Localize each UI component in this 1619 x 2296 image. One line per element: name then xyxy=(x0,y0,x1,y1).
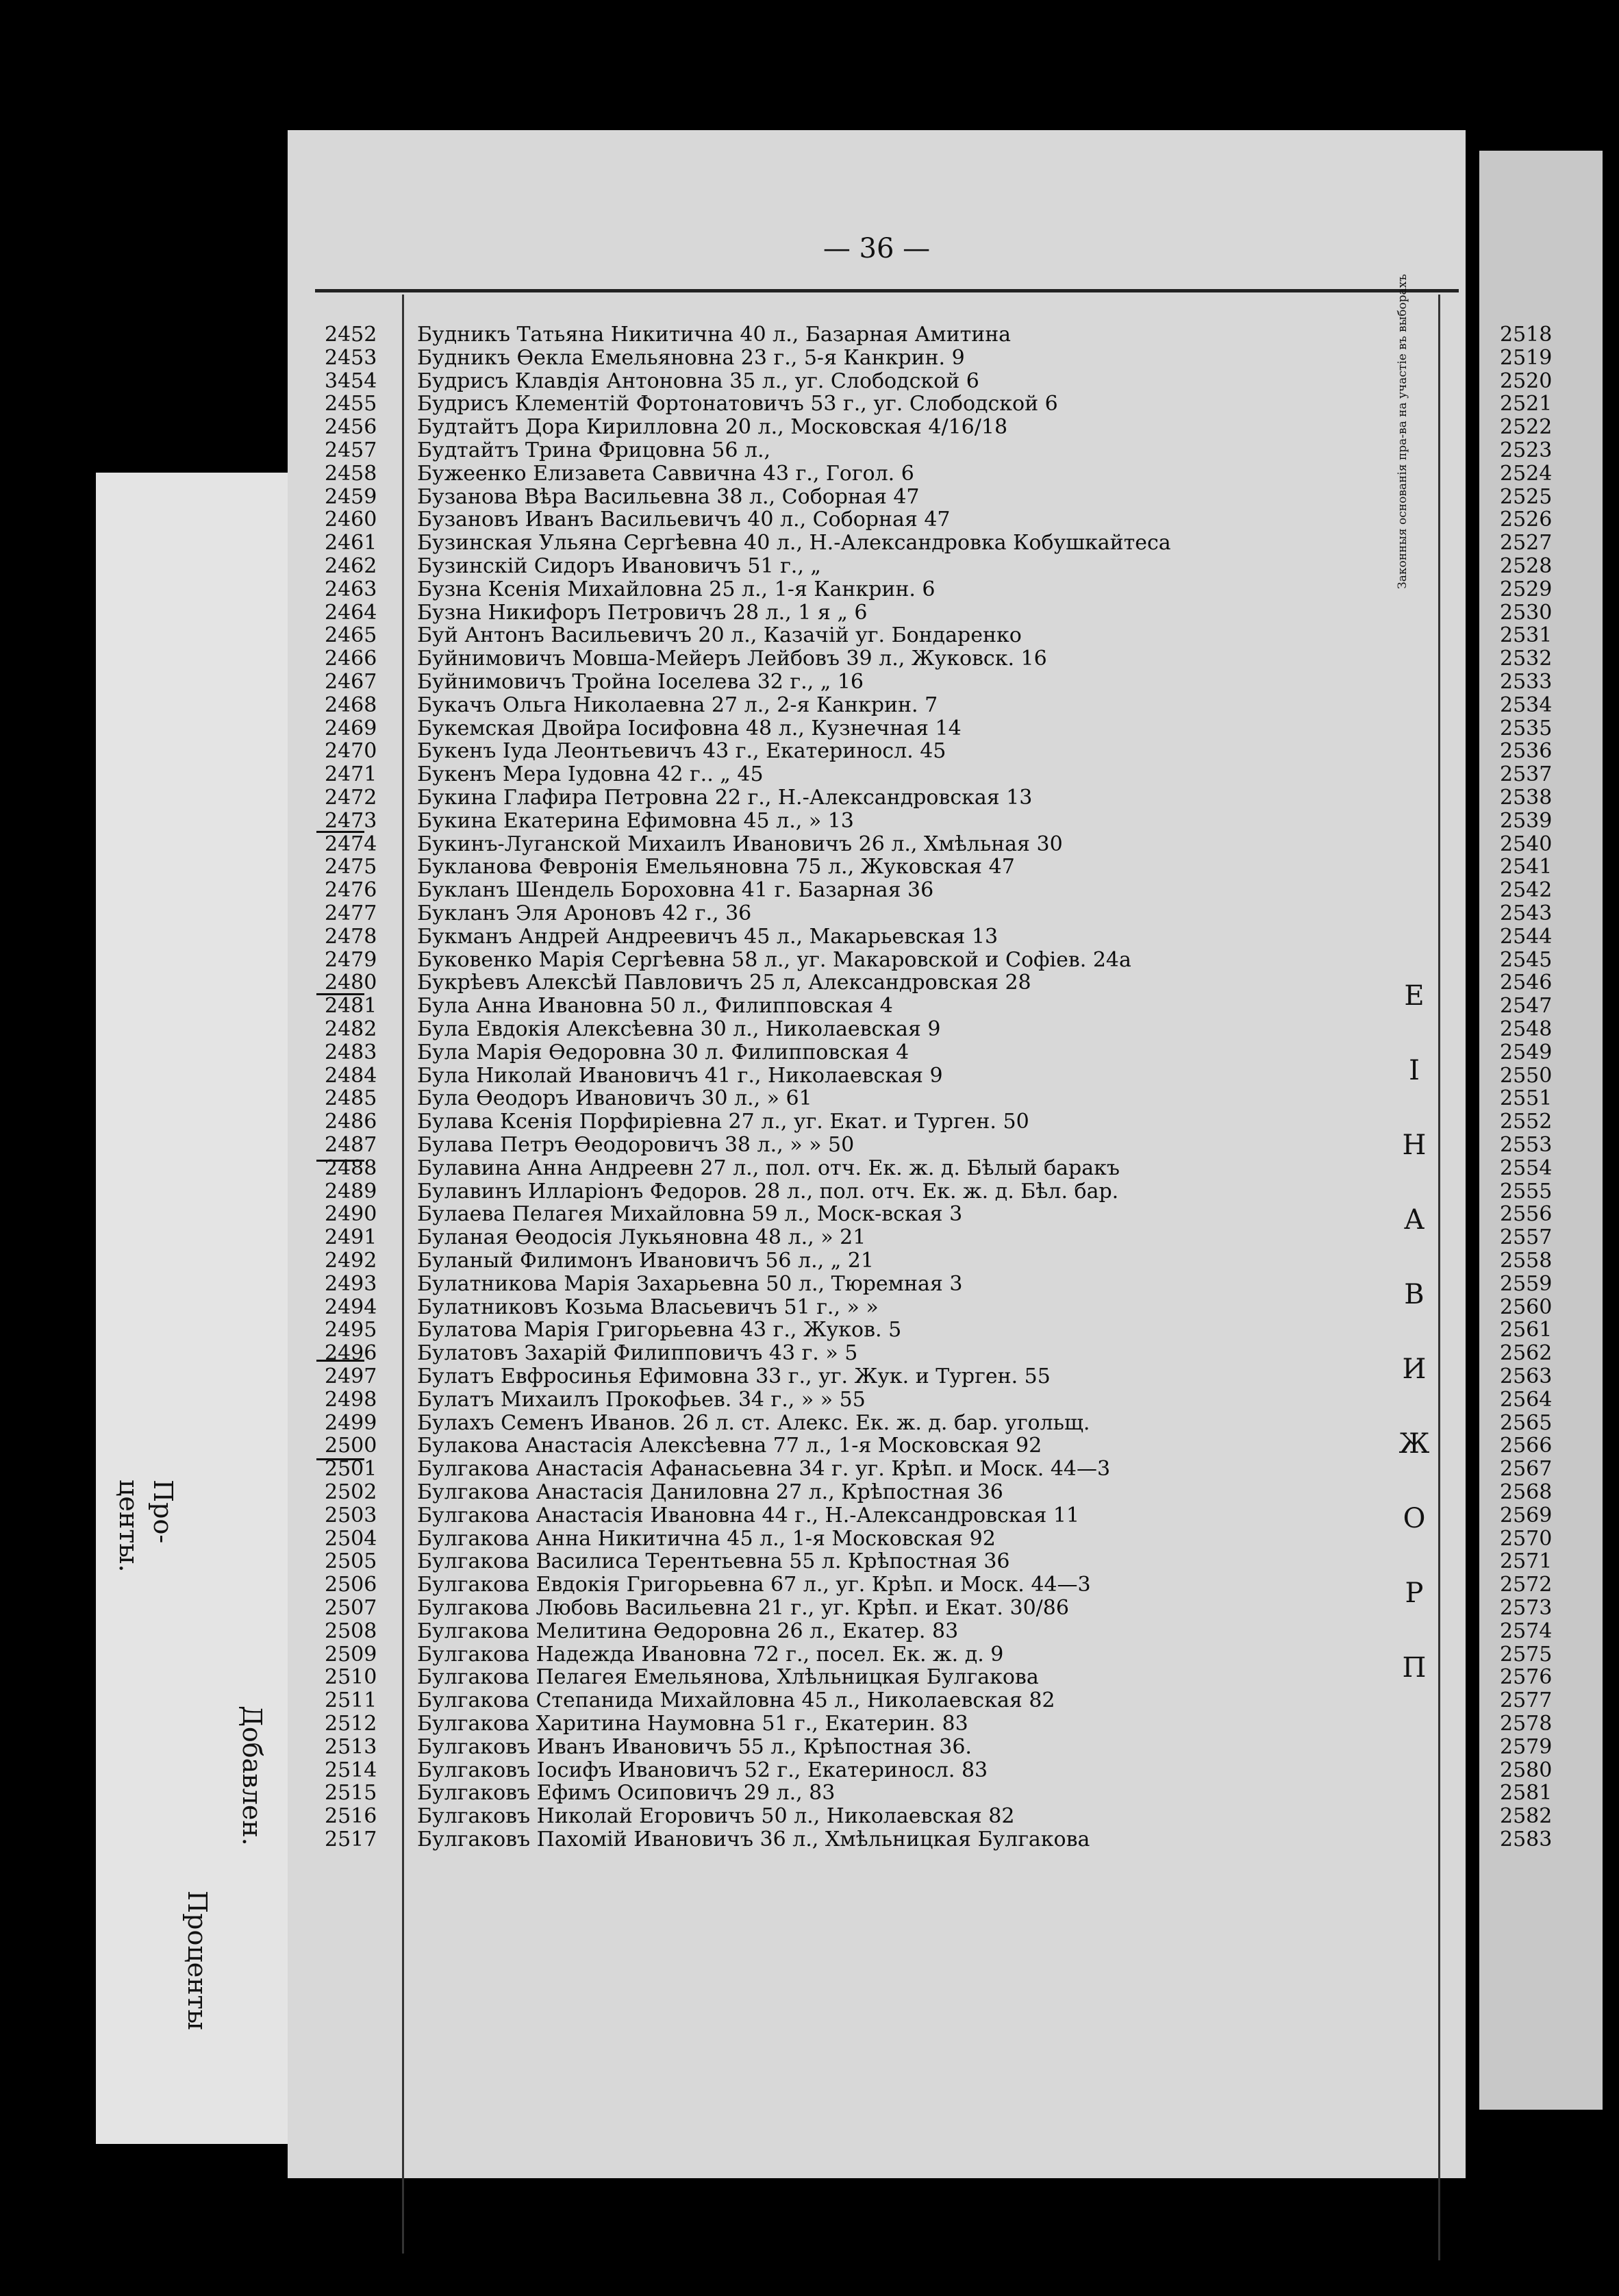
entry-number: 2492 xyxy=(325,1249,377,1273)
entry-text: Булатъ Евфросинья Ефимовна 33 г., уг. Жук. и Турген. 55 xyxy=(417,1364,1051,1388)
entry-number: 2513 xyxy=(325,1734,377,1759)
fragment-text: центы. xyxy=(114,1480,144,1573)
entry-text: Булатъ Михаилъ Прокофьев. 34 г., » » 55 xyxy=(417,1387,866,1412)
next-page-number: 2565 xyxy=(1500,1410,1553,1435)
next-page-number: 2583 xyxy=(1500,1827,1553,1851)
entry-number: 2468 xyxy=(325,692,377,717)
entry-row xyxy=(325,438,771,462)
next-page-number: 2564 xyxy=(1500,1387,1553,1412)
next-page-number: 2525 xyxy=(1500,484,1553,509)
entry-row xyxy=(325,670,864,694)
entry-text: Булгакова Анастасія Афанасьевна 34 г. уг. Крѣп. и Моск. 44—3 xyxy=(417,1457,1111,1482)
entry-text: Булгакова Анастасія Ивановна 44 г., Н.-Александровская 11 xyxy=(417,1503,1080,1527)
entry-text: Бузна Ксенія Михайловна 25 л., 1-я Канкрин. 6 xyxy=(417,577,936,601)
entry-row xyxy=(325,461,914,486)
entry-number: 2479 xyxy=(325,947,377,972)
entry-row xyxy=(325,554,821,578)
side-word-letter: А xyxy=(1403,1204,1425,1236)
entry-text: Булгакова Василиса Терентьевна 55 л. Крѣпостная 36 xyxy=(417,1549,1010,1574)
next-page-number: 2543 xyxy=(1500,901,1553,925)
next-page-number: 2566 xyxy=(1500,1434,1553,1458)
entry-row xyxy=(325,1179,1119,1203)
entry-text: Букенъ Іуда Леонтьевичъ 43 г., Екатериносл. 45 xyxy=(417,739,946,764)
next-page-number: 2533 xyxy=(1500,670,1553,694)
entry-row xyxy=(325,345,965,370)
entry-number: 2515 xyxy=(325,1781,377,1806)
entry-number: 2477 xyxy=(325,901,377,925)
entry-number: 2464 xyxy=(325,600,377,625)
entry-number: 2467 xyxy=(325,670,377,694)
next-page-number: 2520 xyxy=(1500,369,1553,393)
entry-row xyxy=(325,1480,1003,1504)
entry-number: 2482 xyxy=(325,1017,377,1041)
entry-number: 2517 xyxy=(325,1827,377,1851)
next-page-number: 2570 xyxy=(1500,1526,1553,1551)
entry-number: 2510 xyxy=(325,1665,377,1690)
entry-text: Буланая Өеодосія Лукьяновна 48 л., » 21 xyxy=(417,1225,866,1250)
entry-text: Булгакова Степанида Михайловна 45 л., Николаевская 82 xyxy=(417,1688,1055,1713)
entry-row xyxy=(325,577,936,601)
entry-text: Булатовъ Захарій Филипповичъ 43 г. » 5 xyxy=(417,1341,858,1366)
side-word-letter: Р xyxy=(1405,1577,1424,1609)
entry-row xyxy=(325,947,1131,972)
next-page-number: 2542 xyxy=(1500,878,1553,903)
entry-number: 2470 xyxy=(325,739,377,764)
entry-row xyxy=(325,508,951,532)
entry-number: 2466 xyxy=(325,647,377,671)
entry-number: 2504 xyxy=(325,1526,377,1551)
entry-text: Була Өеодоръ Ивановичъ 30 л., » 61 xyxy=(417,1086,812,1111)
next-page-number: 2519 xyxy=(1500,345,1553,370)
entry-text: Будникъ Татьяна Никитична 40 л., Базарная Амитина xyxy=(417,323,1012,347)
register-page xyxy=(288,130,1466,2178)
entry-row xyxy=(325,1734,972,1759)
fragment-text: Проценты xyxy=(182,1891,212,2030)
next-page-number: 2537 xyxy=(1500,762,1553,787)
entry-text: Букинъ-Луганской Михаилъ Ивановичъ 26 л., Хмѣльная 30 xyxy=(417,832,1063,856)
next-page-number: 2540 xyxy=(1500,832,1553,856)
entry-row xyxy=(325,1202,963,1227)
side-word-letter: В xyxy=(1404,1279,1425,1310)
entry-text: Булавинъ Илларіонъ Федоров. 28 л., пол. отч. Ек. ж. д. Бѣл. бар. xyxy=(417,1179,1119,1203)
entry-row xyxy=(325,1249,874,1273)
entry-number: 2484 xyxy=(325,1063,377,1088)
entry-row xyxy=(325,1133,855,1157)
entry-row xyxy=(325,1712,968,1736)
entry-row xyxy=(325,901,752,925)
entry-number: 2481 xyxy=(325,994,377,1019)
entry-text: Буланый Филимонъ Ивановичъ 56 л., „ 21 xyxy=(417,1249,874,1273)
entry-row xyxy=(325,1017,941,1041)
entry-text: Булгакова Пелагея Емельянова, Хлѣльницкая Булгакова xyxy=(417,1665,1039,1690)
side-word-letter: І xyxy=(1409,1055,1420,1086)
entry-row xyxy=(325,971,1031,995)
entry-row xyxy=(325,832,1063,856)
entry-number: 2494 xyxy=(325,1295,377,1319)
handwritten-mark xyxy=(316,1458,364,1460)
entry-text: Булавина Анна Андреевн 27 л., пол. отч. Ек. ж. д. Бѣлый баракъ xyxy=(417,1156,1120,1180)
entry-number: 2509 xyxy=(325,1642,377,1667)
entry-row xyxy=(325,1526,996,1551)
entry-row xyxy=(325,1804,1015,1829)
entry-text: Буковенко Марія Сергѣевна 58 л., уг. Макаровской и Софіев. 24а xyxy=(417,947,1131,972)
next-page-number: 2521 xyxy=(1500,392,1553,416)
entry-text: Булгакова Евдокія Григорьевна 67 л., уг. Крѣп. и Моск. 44—3 xyxy=(417,1573,1091,1597)
entry-text: Булава Петръ Өеодоровичъ 38 л., » » 50 xyxy=(417,1133,855,1157)
next-page-number: 2530 xyxy=(1500,600,1553,625)
fragment-text: Добавлен. xyxy=(237,1706,267,1846)
entry-text: Букенъ Мера Іудовна 42 г.. „ 45 xyxy=(417,762,764,787)
entry-number: 2458 xyxy=(325,461,377,486)
entry-number: 2452 xyxy=(325,323,377,347)
next-page-number: 2560 xyxy=(1500,1295,1553,1319)
entry-text: Букланова Февронія Емельяновна 75 л., Жуковская 47 xyxy=(417,855,1015,879)
entry-number: 2503 xyxy=(325,1503,377,1527)
entry-row xyxy=(325,1688,1055,1713)
next-page-number: 2582 xyxy=(1500,1804,1553,1829)
entry-number: 2514 xyxy=(325,1758,377,1782)
entry-text: Бузанова Вѣра Васильевна 38 л., Соборная 47 xyxy=(417,484,920,509)
entry-row xyxy=(325,1040,909,1064)
entry-number: 2493 xyxy=(325,1271,377,1296)
entry-number: 2512 xyxy=(325,1712,377,1736)
entry-number: 2462 xyxy=(325,554,377,578)
entry-row xyxy=(325,1619,959,1643)
entry-text: Букланъ Эля Ароновъ 42 г., 36 xyxy=(417,901,752,925)
entry-number: 2516 xyxy=(325,1804,377,1829)
residence-column-header xyxy=(1397,959,1431,1706)
entry-row xyxy=(325,1086,812,1111)
entry-text: Будтайтъ Трина Фрицовна 56 л., xyxy=(417,438,771,462)
next-page-number: 2539 xyxy=(1500,808,1553,833)
next-page-number: 2526 xyxy=(1500,508,1553,532)
entry-text: Була Анна Ивановна 50 л., Филипповская 4 xyxy=(417,994,893,1019)
entry-text: Бузановъ Иванъ Васильевичъ 40 л., Соборная 47 xyxy=(417,508,951,532)
entry-number: 2457 xyxy=(325,438,377,462)
entry-text: Булгаковъ Иванъ Ивановичъ 55 л., Крѣпостная 36. xyxy=(417,1734,972,1759)
entry-row xyxy=(325,1596,1069,1620)
entry-number: 2456 xyxy=(325,415,377,440)
right-rule xyxy=(1438,295,1440,2260)
entry-text: Булгаковъ Николай Егоровичъ 50 л., Николаевская 82 xyxy=(417,1804,1015,1829)
entry-row xyxy=(325,1063,943,1088)
entry-number: 2485 xyxy=(325,1086,377,1111)
handwritten-mark xyxy=(316,831,364,833)
entry-text: Букманъ Андрей Андреевичъ 45 л., Макарьевская 13 xyxy=(417,924,999,949)
entry-text: Булакова Анастасія Алексѣевна 77 л., 1-я Московская 92 xyxy=(417,1434,1042,1458)
next-page-number: 2550 xyxy=(1500,1063,1553,1088)
entry-text: Буй Антонъ Васильевичъ 20 л., Казачій уг. Бондаренко xyxy=(417,623,1022,648)
entry-row xyxy=(325,762,764,787)
entry-row xyxy=(325,808,854,833)
next-page-number: 2556 xyxy=(1500,1202,1553,1227)
entry-row xyxy=(325,994,893,1019)
entry-row xyxy=(325,786,1033,810)
next-page-number: 2574 xyxy=(1500,1619,1553,1643)
next-page-number: 2577 xyxy=(1500,1688,1553,1713)
next-page-number: 2572 xyxy=(1500,1573,1553,1597)
entry-text: Булава Ксенія Порфиріевна 27 л., уг. Екат. и Турген. 50 xyxy=(417,1110,1029,1134)
entry-number: 2463 xyxy=(325,577,377,601)
side-word-letter: Е xyxy=(1404,980,1425,1012)
entry-number: 2483 xyxy=(325,1040,377,1064)
next-page-number: 2532 xyxy=(1500,647,1553,671)
entry-number: 2465 xyxy=(325,623,377,648)
entry-row xyxy=(325,1827,1090,1851)
entry-row xyxy=(325,878,934,903)
next-page-number: 2562 xyxy=(1500,1341,1553,1366)
next-page-number: 2518 xyxy=(1500,323,1553,347)
entry-text: Бузна Никифоръ Петровичъ 28 л., 1 я „ 6 xyxy=(417,600,868,625)
entry-text: Будникъ Өекла Емельяновна 23 г., 5-я Канкрин. 9 xyxy=(417,345,965,370)
entry-text: Букина Екатерина Ефимовна 45 л., » 13 xyxy=(417,808,854,833)
entry-row xyxy=(325,323,1012,347)
entry-row xyxy=(325,531,1171,556)
entry-row xyxy=(325,1573,1091,1597)
next-page-number: 2578 xyxy=(1500,1712,1553,1736)
entry-number: 2511 xyxy=(325,1688,377,1713)
entry-row xyxy=(325,1318,902,1343)
next-page-number: 2576 xyxy=(1500,1665,1553,1690)
entry-number: 2471 xyxy=(325,762,377,787)
page-number: — 36 — xyxy=(823,233,931,264)
entry-text: Булгакова Мелитина Өедоровна 26 л., Екатер. 83 xyxy=(417,1619,959,1643)
entry-row xyxy=(325,600,868,625)
next-page-number: 2567 xyxy=(1500,1457,1553,1482)
entry-text: Бужеенко Елизавета Саввична 43 г., Гогол. 6 xyxy=(417,461,914,486)
entry-number: 2473 xyxy=(325,808,377,833)
entry-text: Букина Глафира Петровна 22 г., Н.-Александровская 13 xyxy=(417,786,1033,810)
entry-text: Будрисъ Клементій Фортонатовичъ 53 г., уг. Слободской 6 xyxy=(417,392,1058,416)
entry-row xyxy=(325,647,1047,671)
entry-row xyxy=(325,924,999,949)
next-page-number: 2575 xyxy=(1500,1642,1553,1667)
entry-text: Букемская Двойра Іосифовна 48 л., Кузнечная 14 xyxy=(417,716,962,740)
next-page-number: 2553 xyxy=(1500,1133,1553,1157)
next-page-number: 2541 xyxy=(1500,855,1553,879)
entry-number: 2489 xyxy=(325,1179,377,1203)
entry-number: 2461 xyxy=(325,531,377,556)
side-word-letter: И xyxy=(1402,1353,1427,1385)
entry-text: Булатова Марія Григорьевна 43 г., Жуков. 5 xyxy=(417,1318,902,1343)
entry-number: 2491 xyxy=(325,1225,377,1250)
next-page-number: 2527 xyxy=(1500,531,1553,556)
entry-row xyxy=(325,1364,1051,1388)
next-page-number: 2569 xyxy=(1500,1503,1553,1527)
next-page-number: 2573 xyxy=(1500,1596,1553,1620)
entry-number: 2499 xyxy=(325,1410,377,1435)
next-page-number: 2535 xyxy=(1500,716,1553,740)
previous-page-fragment xyxy=(96,473,301,2144)
side-word-letter: О xyxy=(1403,1503,1426,1534)
next-page-number: 2547 xyxy=(1500,994,1553,1019)
next-page-number: 2523 xyxy=(1500,438,1553,462)
entry-number: 2490 xyxy=(325,1202,377,1227)
entry-text: Була Евдокія Алексѣевна 30 л., Николаевская 9 xyxy=(417,1017,941,1041)
next-page-number: 2531 xyxy=(1500,623,1553,648)
top-rule xyxy=(315,289,1459,292)
entry-text: Букачъ Ольга Николаевна 27 л., 2-я Канкрин. 7 xyxy=(417,692,938,717)
entry-number: 3454 xyxy=(325,369,377,393)
entry-number: 2460 xyxy=(325,508,377,532)
entry-row xyxy=(325,1387,866,1412)
next-page-number: 2544 xyxy=(1500,924,1553,949)
entry-row xyxy=(325,1225,866,1250)
entry-number: 2475 xyxy=(325,855,377,879)
handwritten-mark xyxy=(316,1160,364,1162)
entry-row xyxy=(325,1642,1004,1667)
entry-number: 2507 xyxy=(325,1596,377,1620)
entry-row xyxy=(325,1665,1039,1690)
entry-row xyxy=(325,1434,1042,1458)
side-word-letter: Ж xyxy=(1398,1428,1430,1460)
next-page-number: 2551 xyxy=(1500,1086,1553,1111)
next-page-number: 2557 xyxy=(1500,1225,1553,1250)
next-page-number: 2552 xyxy=(1500,1110,1553,1134)
entry-row xyxy=(325,1271,963,1296)
entry-text: Булгаковъ Іосифъ Ивановичъ 52 г., Екатериносл. 83 xyxy=(417,1758,988,1782)
entry-text: Бузинскій Сидоръ Ивановичъ 51 г., „ xyxy=(417,554,821,578)
entry-text: Булатниковъ Козьма Власьевичъ 51 г., » » xyxy=(417,1295,879,1319)
entry-number: 2508 xyxy=(325,1619,377,1643)
next-page-number: 2559 xyxy=(1500,1271,1553,1296)
entry-number: 2501 xyxy=(325,1457,377,1482)
next-page-number: 2579 xyxy=(1500,1734,1553,1759)
next-page-number: 2538 xyxy=(1500,786,1553,810)
entry-row xyxy=(325,623,1022,648)
next-page-number: 2548 xyxy=(1500,1017,1553,1041)
fragment-text: Про- xyxy=(148,1480,178,1544)
entry-text: Була Николай Ивановичъ 41 г., Николаевская 9 xyxy=(417,1063,943,1088)
entry-text: Будрисъ Клавдія Антоновна 35 л., уг. Слободской 6 xyxy=(417,369,979,393)
side-word-letter: Н xyxy=(1402,1130,1427,1161)
entry-text: Будтайтъ Дора Кирилловна 20 л., Московская 4/16/18 xyxy=(417,415,1008,440)
entry-row xyxy=(325,739,946,764)
entry-text: Булгакова Харитина Наумовна 51 г., Екатерин. 83 xyxy=(417,1712,968,1736)
entry-number: 2486 xyxy=(325,1110,377,1134)
entry-number: 2455 xyxy=(325,392,377,416)
next-page-number: 2545 xyxy=(1500,947,1553,972)
entry-row xyxy=(325,1758,988,1782)
next-page-number: 2529 xyxy=(1500,577,1553,601)
entry-number: 2502 xyxy=(325,1480,377,1504)
entry-number: 2469 xyxy=(325,716,377,740)
handwritten-mark xyxy=(316,993,364,995)
side-word-letter: П xyxy=(1402,1652,1427,1684)
entry-number: 2480 xyxy=(325,971,377,995)
entry-text: Бузинская Ульяна Сергѣевна 40 л., Н.-Александровка Кобушкайтеса xyxy=(417,531,1171,556)
entry-number: 2453 xyxy=(325,345,377,370)
entry-row xyxy=(325,1295,879,1319)
next-page-number: 2555 xyxy=(1500,1179,1553,1203)
entry-row xyxy=(325,855,1015,879)
handwritten-mark xyxy=(316,1360,364,1362)
entry-number: 2487 xyxy=(325,1133,377,1157)
margin-column-header: Законныя основанія пра-ва на участіе въ выборахъ xyxy=(1396,274,1409,589)
entry-text: Букрѣевъ Алексѣй Павловичъ 25 л, Александровская 28 xyxy=(417,971,1031,995)
entry-row xyxy=(325,1110,1029,1134)
entry-text: Булгакова Любовь Васильевна 21 г., уг. Крѣп. и Екат. 30/86 xyxy=(417,1596,1069,1620)
next-page-number: 2522 xyxy=(1500,415,1553,440)
entry-number: 2478 xyxy=(325,924,377,949)
next-page-number: 2546 xyxy=(1500,971,1553,995)
entry-text: Булгакова Анастасія Даниловна 27 л., Крѣпостная 36 xyxy=(417,1480,1003,1504)
next-page-number: 2554 xyxy=(1500,1156,1553,1180)
next-page-number: 2568 xyxy=(1500,1480,1553,1504)
entry-text: Булаева Пелагея Михайловна 59 л., Моск-вская 3 xyxy=(417,1202,963,1227)
entry-row xyxy=(325,1549,1010,1574)
entry-number: 2506 xyxy=(325,1573,377,1597)
entry-row xyxy=(325,1410,1090,1435)
entry-number: 2505 xyxy=(325,1549,377,1574)
entry-text: Букланъ Шендель Бороховна 41 г. Базарная 36 xyxy=(417,878,934,903)
entry-row xyxy=(325,692,938,717)
entry-text: Була Марія Өедоровна 30 л. Филипповская 4 xyxy=(417,1040,909,1064)
entry-row xyxy=(325,1781,836,1806)
next-page-number: 2549 xyxy=(1500,1040,1553,1064)
next-page-number: 2558 xyxy=(1500,1249,1553,1273)
entry-text: Булатникова Марія Захарьевна 50 л., Тюремная 3 xyxy=(417,1271,963,1296)
entry-row xyxy=(325,716,962,740)
entry-number: 2500 xyxy=(325,1434,377,1458)
next-page-number: 2563 xyxy=(1500,1364,1553,1388)
entry-text: Булахъ Семенъ Иванов. 26 л. ст. Алекс. Ек. ж. д. бар. угольщ. xyxy=(417,1410,1090,1435)
entry-text: Буйнимовичъ Мовша-Мейеръ Лейбовъ 39 л., Жуковск. 16 xyxy=(417,647,1047,671)
next-page-number: 2524 xyxy=(1500,461,1553,486)
entry-number: 2474 xyxy=(325,832,377,856)
entry-number: 2488 xyxy=(325,1156,377,1180)
entry-row xyxy=(325,369,979,393)
next-page-number: 2581 xyxy=(1500,1781,1553,1806)
next-page-number: 2561 xyxy=(1500,1318,1553,1343)
entry-row xyxy=(325,392,1058,416)
entry-text: Булгакова Анна Никитична 45 л., 1-я Московская 92 xyxy=(417,1526,996,1551)
entry-row xyxy=(325,484,920,509)
entry-number: 2496 xyxy=(325,1341,377,1366)
next-page-number: 2528 xyxy=(1500,554,1553,578)
entry-number: 2472 xyxy=(325,786,377,810)
entry-number: 2476 xyxy=(325,878,377,903)
entry-text: Булгаковъ Пахомій Ивановичъ 36 л., Хмѣльницкая Булгакова xyxy=(417,1827,1090,1851)
entry-text: Булгакова Надежда Ивановна 72 г., посел. Ек. ж. д. 9 xyxy=(417,1642,1004,1667)
entry-row xyxy=(325,1503,1080,1527)
entry-row xyxy=(325,415,1008,440)
entry-number: 2498 xyxy=(325,1387,377,1412)
entry-text: Буйнимовичъ Тройна Іоселева 32 г., „ 16 xyxy=(417,670,864,694)
entry-number: 2497 xyxy=(325,1364,377,1388)
entry-number: 2459 xyxy=(325,484,377,509)
entry-text: Булгаковъ Ефимъ Осиповичъ 29 л., 83 xyxy=(417,1781,836,1806)
entry-number: 2495 xyxy=(325,1318,377,1343)
next-page-number: 2571 xyxy=(1500,1549,1553,1574)
next-page-number: 2536 xyxy=(1500,739,1553,764)
entry-row xyxy=(325,1457,1111,1482)
next-page-number: 2580 xyxy=(1500,1758,1553,1782)
next-page-number: 2534 xyxy=(1500,692,1553,717)
